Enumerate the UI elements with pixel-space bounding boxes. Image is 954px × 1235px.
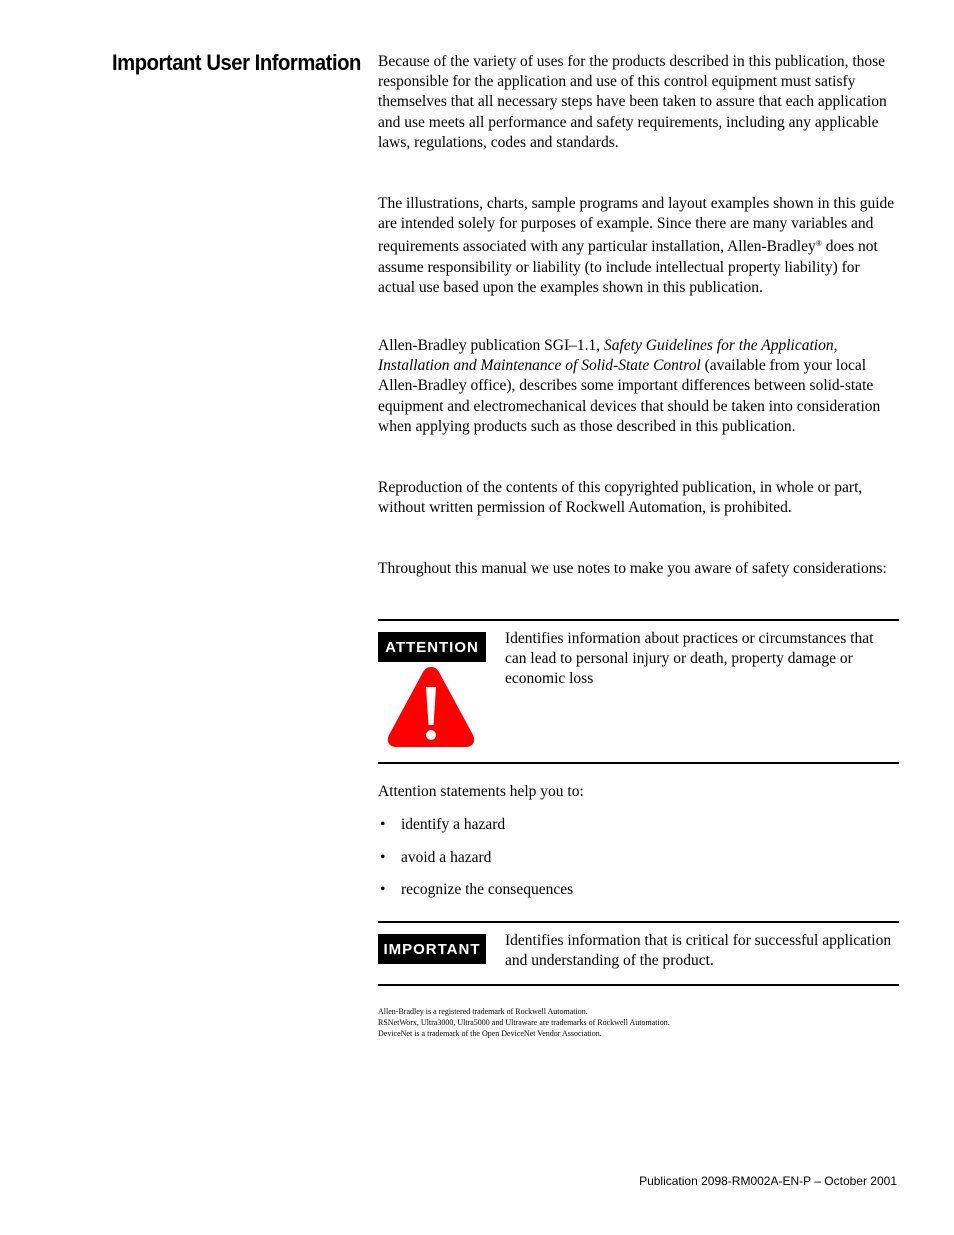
examples-text-start: The illustrations, charts, sample programs and layout examples shown in this guide are intended solely for purposes of example. Since there are many variables and requirements associated with any particular installation, Allen-Bradley (378, 195, 895, 256)
attention-help-text: Attention statements help you to: (378, 783, 584, 800)
trademark-line: RSNetWorx, Ultra3000, Ultra5000 and Ultraware are trademarks of Rockwell Automation. (378, 1018, 670, 1027)
important-text: Identifies information that is critical for successful application and understanding of the product. (505, 932, 892, 970)
trademark-line: DeviceNet is a trademark of the Open DeviceNet Vendor Association. (378, 1029, 602, 1038)
warning-triangle-icon (386, 663, 476, 749)
page-title: Important User Information (112, 50, 361, 75)
publication-footer: Publication 2098-RM002A-EN-P – October 2001 (639, 1174, 897, 1188)
attention-bottom-rule (378, 762, 899, 764)
examples-paragraph (378, 194, 898, 298)
trademark-line: Allen-Bradley is a registered trademark of Rockwell Automation. (378, 1007, 588, 1016)
registered-mark: ® (815, 239, 822, 249)
list-item: • avoid a hazard (380, 848, 492, 866)
guidelines-text-end: (available from your local Allen-Bradley office), describes some important differences between solid-state equipment and electromechanical devices that should be taken into consideration when applying products such as those described in this publication. (378, 357, 881, 435)
list-item: • identify a hazard (380, 816, 506, 833)
important-label: IMPORTANT (378, 934, 486, 964)
bullet-icon: • (380, 881, 386, 898)
paragraph-responsibility: Because of the variety of uses for the products described in this publication, those responsible for the application and use of this control equipment must satisfy themselves that all necessary steps have been taken to assure that each application and use meets all performance and safety requirements, including any applicable laws, regulations, codes and standards. (378, 53, 887, 151)
examples-text-end: does not assume responsibility or liability (to include intellectual property liability) for actual use based upon the examples shown in this publication. (378, 238, 878, 296)
attention-label: ATTENTION (378, 632, 486, 662)
attention-bullet-list (378, 816, 573, 914)
guidelines-text-start: Allen-Bradley publication SGI–1.1, (378, 337, 604, 354)
bullet-icon: • (380, 848, 386, 866)
intro-paragraph (378, 52, 898, 153)
attention-text: Identifies information about practices or circumstances that can lead to personal injury or death, property damage or economic loss (505, 630, 874, 688)
notes-intro-paragraph: Throughout this manual we use notes to make you aware of safety considerations: (378, 560, 887, 577)
bullet-icon: • (380, 816, 386, 833)
copyright-paragraph: Reproduction of the contents of this copyrighted publication, in whole or part, without written permission of Rockwell Automation, is prohibited. (378, 479, 863, 517)
list-item: • recognize the consequences (380, 881, 574, 898)
important-top-rule (378, 921, 899, 923)
guidelines-title: Safety Guidelines for the Application, Installation and Maintenance of Solid-State Control (378, 337, 838, 375)
attention-top-rule (378, 619, 899, 621)
guidelines-paragraph (378, 336, 898, 437)
trademark-notices (378, 1006, 670, 1039)
important-bottom-rule (378, 984, 899, 986)
